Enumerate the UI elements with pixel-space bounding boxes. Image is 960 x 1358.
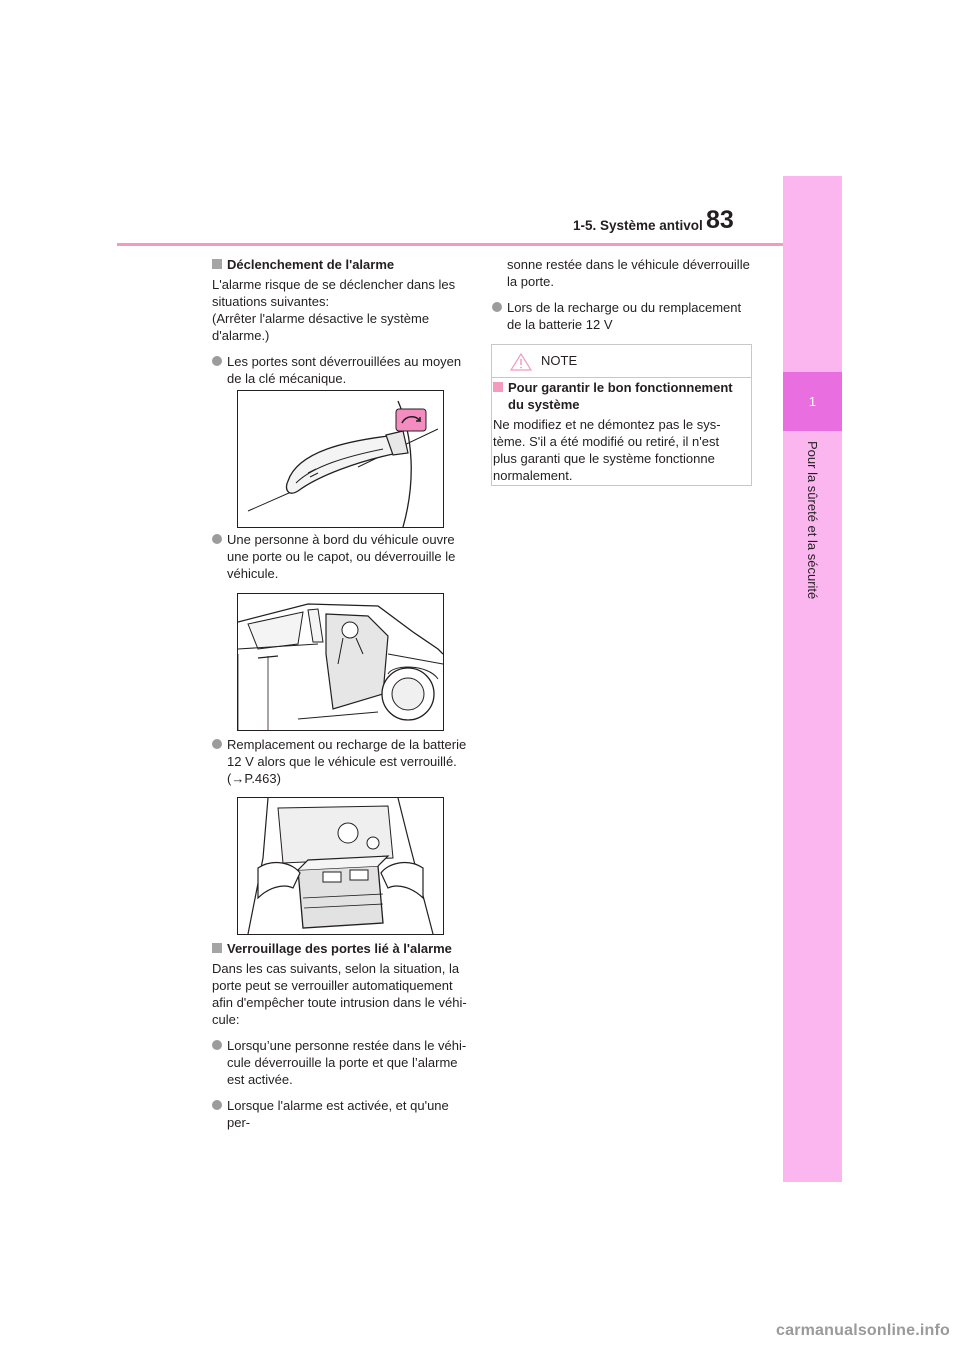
right-column (492, 256, 754, 333)
battery-removal-illustration (237, 797, 444, 935)
left-column-d (212, 940, 474, 1131)
page-number: 83 (706, 206, 734, 234)
section-heading-door-lock: Verrouillage des portes lié à l'alarme (212, 940, 474, 957)
chapter-side-tab (783, 176, 842, 1182)
bullet-dot-icon (212, 1100, 222, 1110)
watermark: carmanualsonline.info (776, 1322, 951, 1339)
bullet-battery-charging: Lors de la recharge ou du remplacement de la batterie 12 V (492, 299, 754, 333)
bullet-occupant-opens-door: Une personne à bord du véhicule ouvre une porte ou le capot, ou déverrouille le véhicule. (212, 531, 474, 582)
door-handle-key-illustration (237, 390, 444, 528)
continued-text: sonne restée dans le véhicule déverrouille la porte. (507, 257, 750, 289)
alarm-trigger-intro: L'alarme risque de se déclencher dans les situations suivantes: (Arrêter l'alarme désactive le système d'alarme.) (212, 277, 456, 343)
bullet-alarm-activated: Lorsque l'alarme est activée, et qu'une per- (212, 1097, 474, 1131)
section-heading-alarm-trigger: Déclenchement de l'alarme (212, 256, 474, 273)
bullet-mechanical-key: Les portes sont déverrouillées au moyen de la clé mécanique. (212, 353, 474, 387)
bullet-dot-icon (212, 1040, 222, 1050)
note-body: Ne modifiez et ne démontez pas le sys- tème. S'il a été modifié ou retiré, il n'est plus garanti que le système fonctionne normalement. (493, 417, 721, 483)
header-rule (117, 243, 783, 246)
occupant-opening-door-illustration (237, 593, 444, 731)
left-column-c (212, 736, 474, 787)
door-lock-intro: Dans les cas suivants, selon la situation, la porte peut se verrouiller automatiquement afin d'empêcher toute intrusion dans le véhi- cule: (212, 961, 467, 1027)
chapter-label: Pour la sûreté et la sécurité (805, 441, 820, 600)
caution-triangle-icon (510, 353, 532, 371)
bullet-dot-icon (212, 739, 222, 749)
note-box (491, 344, 752, 486)
chapter-number: 1 (808, 394, 817, 409)
heading-square-icon (212, 259, 222, 269)
bullet-person-unlocks-door: Lorsqu’une personne restée dans le véhi- cule déverrouille la porte et que l’alarme est activée. (212, 1037, 474, 1088)
bullet-dot-icon (212, 534, 222, 544)
bullet-dot-icon (212, 356, 222, 366)
left-column-b (212, 531, 474, 582)
bullet-battery-replacement: Remplacement ou recharge de la batterie 12 V alors que le véhicule est verrouillé. (→P.463) (212, 736, 474, 787)
note-content (493, 379, 738, 484)
note-heading: Pour garantir le bon fonctionnement du système (493, 379, 738, 413)
note-title: NOTE (541, 353, 578, 368)
heading-square-icon (493, 382, 503, 392)
section-title: 1-5. Système antivol (573, 218, 703, 233)
left-column (212, 256, 474, 387)
chapter-number-tab (783, 372, 842, 431)
bullet-dot-icon (492, 302, 502, 312)
note-header (492, 345, 751, 378)
heading-square-icon (212, 943, 222, 953)
